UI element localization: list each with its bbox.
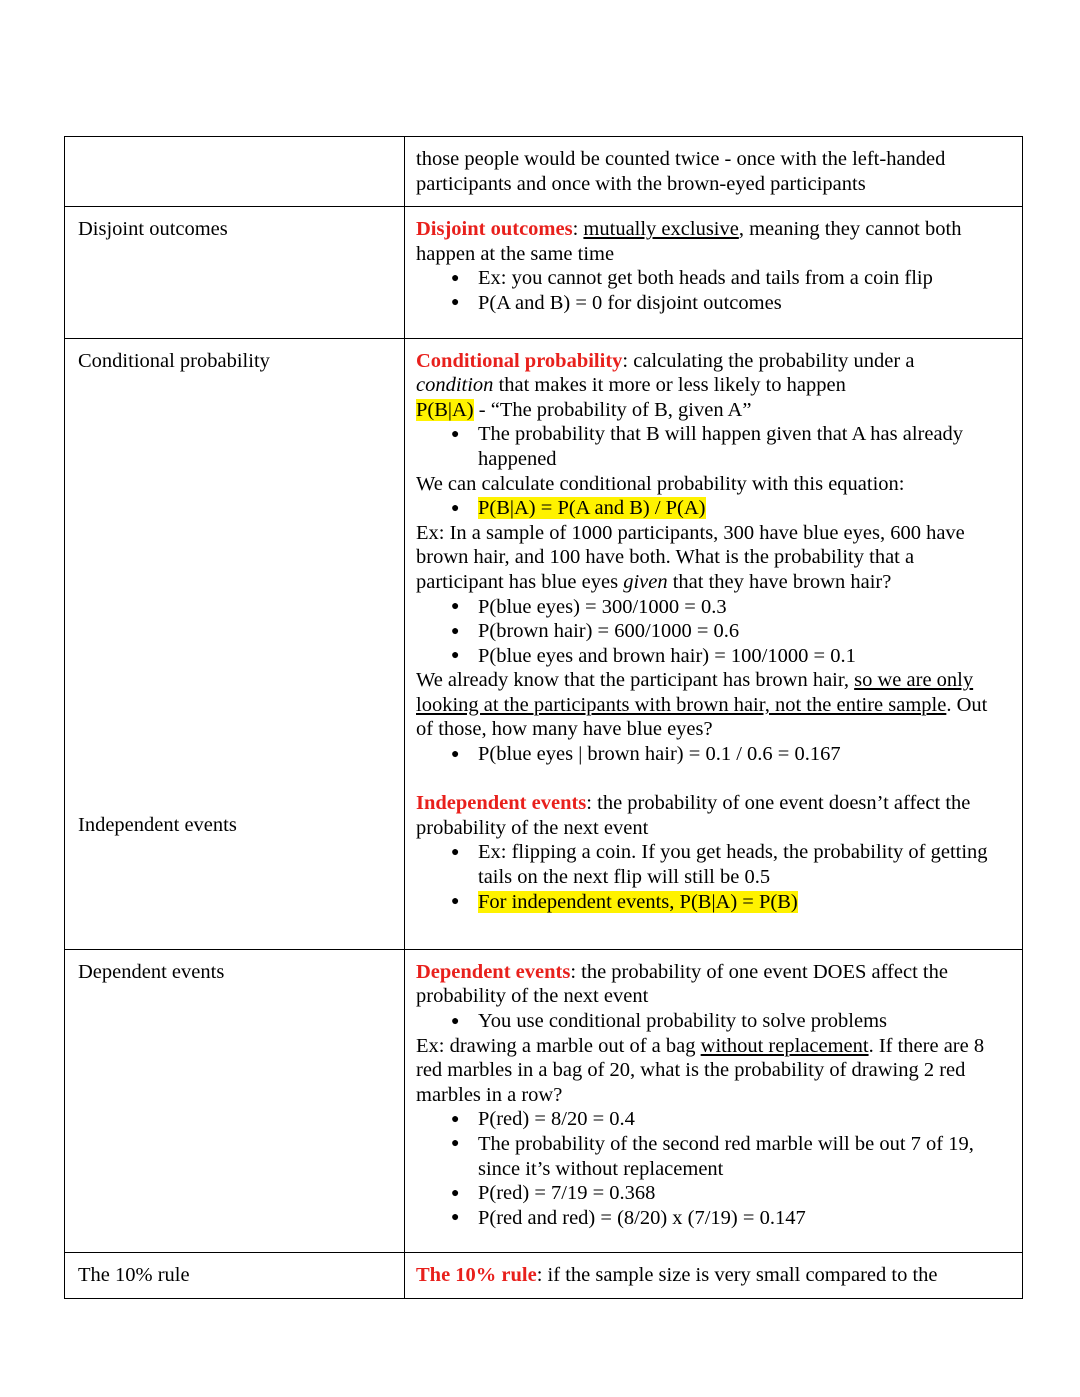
ten-percent-colon: : <box>536 1264 543 1287</box>
notation-highlight: P(B|A) <box>416 398 474 421</box>
term-cell-ten-percent <box>65 1253 405 1299</box>
dependent-definition-line-2: probability of the next event <box>416 985 649 1008</box>
without-replacement-underlined: without replacement <box>700 1034 869 1057</box>
definition-cell-continued <box>405 137 1023 207</box>
example-line-3 <box>416 570 1010 595</box>
list-item <box>416 496 1010 521</box>
reasoning-pre: We already know that the participant has brown hair, <box>416 669 855 692</box>
continued-line-1: those people would be counted twice - once with the left-handed <box>416 148 946 170</box>
table-row <box>65 207 1023 338</box>
dependent-definition-line-1 <box>416 960 1010 985</box>
independent-bullet-line-2: tails on the next flip will still be 0.5 <box>478 866 771 889</box>
notation-bullet-list <box>416 422 1010 471</box>
list-item: ● You use conditional probability to solve problems <box>416 1009 1010 1034</box>
independent-highlight: For independent events, P(B|A) = P(B) <box>478 890 798 913</box>
dependent-first-bullet-list <box>416 1009 1010 1034</box>
list-item <box>416 840 1010 889</box>
list-item: ● P(red) = 8/20 = 0.4 <box>416 1107 1010 1132</box>
disjoint-def-rest: , meaning they cannot both <box>738 218 962 241</box>
dependent-heading: Dependent events <box>416 960 571 983</box>
conditional-heading: Conditional probability <box>416 349 623 372</box>
notation-rest: - “The probability of B, given A” <box>473 398 752 421</box>
term-cell-conditional <box>65 338 405 949</box>
ten-percent-definition-line-1 <box>416 1263 1010 1288</box>
reasoning-tail: . Out <box>946 693 988 716</box>
conditional-intro-rest: calculating the probability under a <box>628 349 915 372</box>
dependent-rest: the probability of one event DOES affect the <box>576 960 948 983</box>
list-item: ● P(blue eyes) = 300/1000 = 0.3 <box>416 595 1010 620</box>
notation-bullet-line-2: happened <box>478 447 557 470</box>
disjoint-definition-line-1 <box>416 217 1010 242</box>
list-item <box>416 422 1010 471</box>
conditional-definition-line-2 <box>416 373 1010 398</box>
dependent-example-line-2: red marbles in a bag of 20, what is the probability of drawing 2 red <box>416 1059 966 1082</box>
definition-cell-conditional <box>405 338 1023 949</box>
reasoning-line-2 <box>416 693 1010 718</box>
dependent-example-pre: Ex: drawing a marble out of a bag <box>416 1034 701 1057</box>
term-cell-dependent <box>65 949 405 1253</box>
list-item <box>416 890 1010 915</box>
term-label-independent: Independent events <box>78 814 237 837</box>
list-item: ● P(red and red) = (8/20) x (7/19) = 0.147 <box>416 1206 1010 1231</box>
example-line-3-tail: that they have brown hair? <box>667 570 892 593</box>
term-label-conditional: Conditional probability <box>78 349 270 372</box>
list-item: ● P(brown hair) = 600/1000 = 0.6 <box>416 619 1010 644</box>
ten-percent-heading: The 10% rule <box>416 1264 537 1287</box>
notation-bullet-line-1: The probability that B will happen given that A has already <box>478 423 964 446</box>
independent-colon: : <box>586 792 592 815</box>
notes-table <box>64 136 1023 1299</box>
independent-definition-line-2: probability of the next event <box>416 816 649 839</box>
table-row <box>65 137 1023 207</box>
given-italic-word: given <box>623 570 668 593</box>
continued-line-2: participants and once with the brown-eyed participants <box>416 172 866 195</box>
definition-cell-dependent <box>405 949 1023 1253</box>
disjoint-heading: Disjoint outcomes <box>416 218 573 241</box>
table-row <box>65 1253 1023 1299</box>
ten-percent-rest: if the sample size is very small compared to the <box>542 1264 938 1287</box>
dependent-example-line-1 <box>416 1034 1010 1059</box>
equation-highlight: P(B|A) = P(A and B) / P(A) <box>478 497 706 520</box>
independent-bullet-line-1: Ex: flipping a coin. If you get heads, the probability of getting <box>478 841 988 864</box>
term-label-ten-percent: The 10% rule <box>78 1264 190 1287</box>
condition-italic-word: condition <box>416 374 494 397</box>
conditional-intro-line2-rest: that makes it more or less likely to happen <box>493 374 846 397</box>
reasoning-underline-2: looking at the participants with brown hair, not the entire sample <box>416 693 947 716</box>
equation-bullet-list <box>416 496 1010 521</box>
example-line-1: Ex: In a sample of 1000 participants, 300 have blue eyes, 600 have <box>416 521 965 544</box>
definition-cell-disjoint <box>405 207 1023 338</box>
term-label-dependent: Dependent events <box>78 960 225 983</box>
reasoning-line-3: of those, how many have blue eyes? <box>416 718 713 741</box>
list-item: ● Ex: you cannot get both heads and tails from a coin flip <box>416 266 1010 291</box>
independent-bullet-list <box>416 840 1010 914</box>
term-label-disjoint: Disjoint outcomes <box>78 218 228 241</box>
final-answer-bullet-list <box>416 742 1010 767</box>
list-item: ● P(blue eyes and brown hair) = 100/1000 = 0.1 <box>416 644 1010 669</box>
independent-heading: Independent events <box>416 792 587 815</box>
list-item: ● P(A and B) = 0 for disjoint outcomes <box>416 291 1010 316</box>
example-bullet-list <box>416 595 1010 669</box>
conditional-notation-line <box>416 398 1010 423</box>
dependent-bullet-line-2: since it’s without replacement <box>478 1157 724 1180</box>
list-item: ● P(red) = 7/19 = 0.368 <box>416 1181 1010 1206</box>
dependent-bullet-list <box>416 1107 1010 1230</box>
independent-definition-line-1 <box>416 791 1010 816</box>
list-item: ● P(blue eyes | brown hair) = 0.1 / 0.6 = 0.167 <box>416 742 1010 767</box>
example-line-3-pre: participant has blue eyes <box>416 570 624 593</box>
conditional-definition-line-1 <box>416 349 1010 374</box>
disjoint-underlined-term: mutually exclusive <box>583 218 739 241</box>
reasoning-underline-1: so we are only <box>854 669 974 692</box>
table-row <box>65 338 1023 949</box>
list-item <box>416 1132 1010 1181</box>
term-cell-continued <box>65 137 405 207</box>
dependent-colon: : <box>570 960 577 983</box>
dependent-example-line-3: marbles in a row? <box>416 1083 563 1106</box>
definition-cell-ten-percent <box>405 1253 1023 1299</box>
table-row <box>65 949 1023 1253</box>
disjoint-bullet-list <box>416 266 1010 315</box>
independent-rest: the probability of one event doesn’t affect the <box>592 792 971 815</box>
term-cell-disjoint <box>65 207 405 338</box>
dependent-bullet-line-1: The probability of the second red marble will be out 7 of 19, <box>478 1132 974 1155</box>
disjoint-definition-line-2: happen at the same time <box>416 242 615 265</box>
example-line-2: brown hair, and 100 have both. What is the probability that a <box>416 546 915 569</box>
conditional-colon: : <box>622 349 629 372</box>
equation-lead-line: We can calculate conditional probability with this equation: <box>416 472 905 495</box>
reasoning-line-1 <box>416 668 1010 693</box>
dependent-example-tail: . If there are 8 <box>868 1034 985 1057</box>
disjoint-colon: : <box>572 218 579 241</box>
